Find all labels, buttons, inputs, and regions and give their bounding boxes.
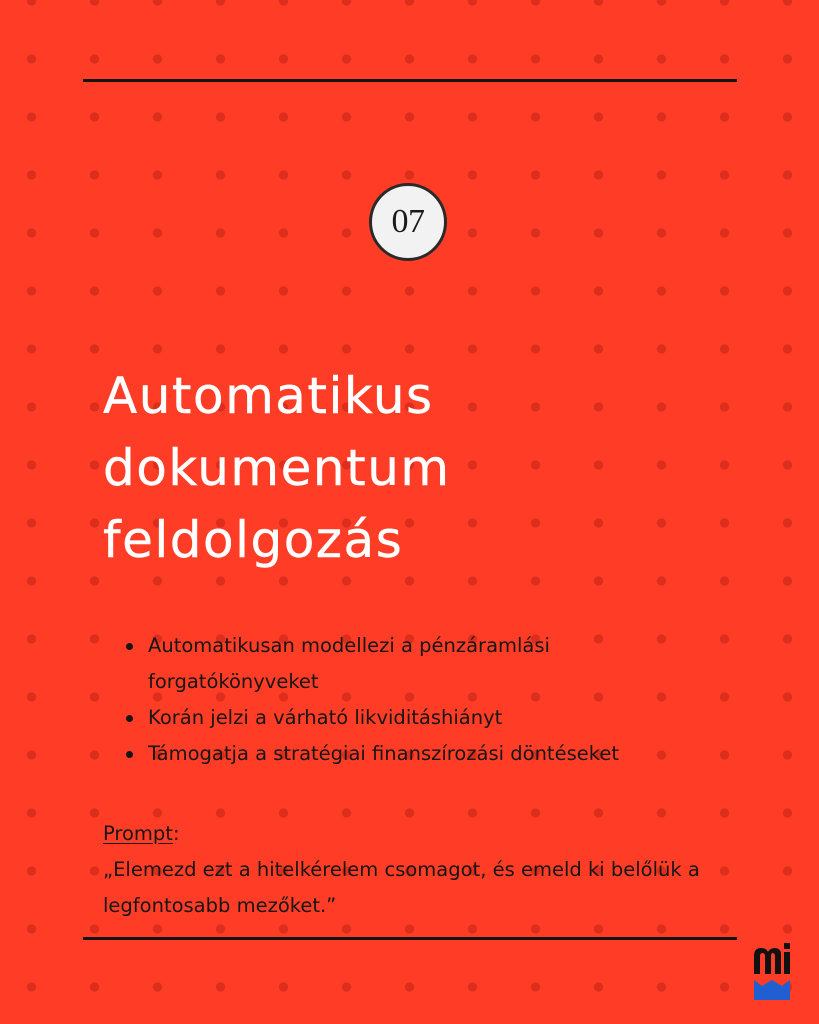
step-number-badge: [369, 183, 447, 261]
prompt-colon: :: [172, 822, 180, 845]
prompt-text: „Elemezd ezt a hitelkérelem csomagot, és emeld ki belőlük a legfontosabb mezőket.”: [103, 858, 700, 917]
feature-item: Korán jelzi a várható likviditáshiányt: [124, 700, 724, 736]
bottom-divider: [83, 937, 737, 940]
feature-item: Támogatja a stratégiai finanszírozási döntéseket: [124, 736, 724, 772]
top-divider: [83, 79, 737, 82]
slide-title: [103, 360, 451, 576]
mi-logo-icon: [752, 940, 794, 1004]
title-line-2: dokumentum: [103, 439, 451, 497]
step-number: 07: [391, 203, 425, 240]
feature-item: Automatikusan modellezi a pénzáramlási forgatókönyveket: [124, 628, 724, 700]
prompt-heading: [103, 816, 723, 852]
prompt-label: Prompt: [103, 822, 173, 845]
prompt-block: [103, 816, 723, 924]
title-line-3: feldolgozás: [103, 511, 404, 569]
feature-list: [124, 628, 724, 772]
title-line-1: Automatikus: [103, 367, 434, 425]
